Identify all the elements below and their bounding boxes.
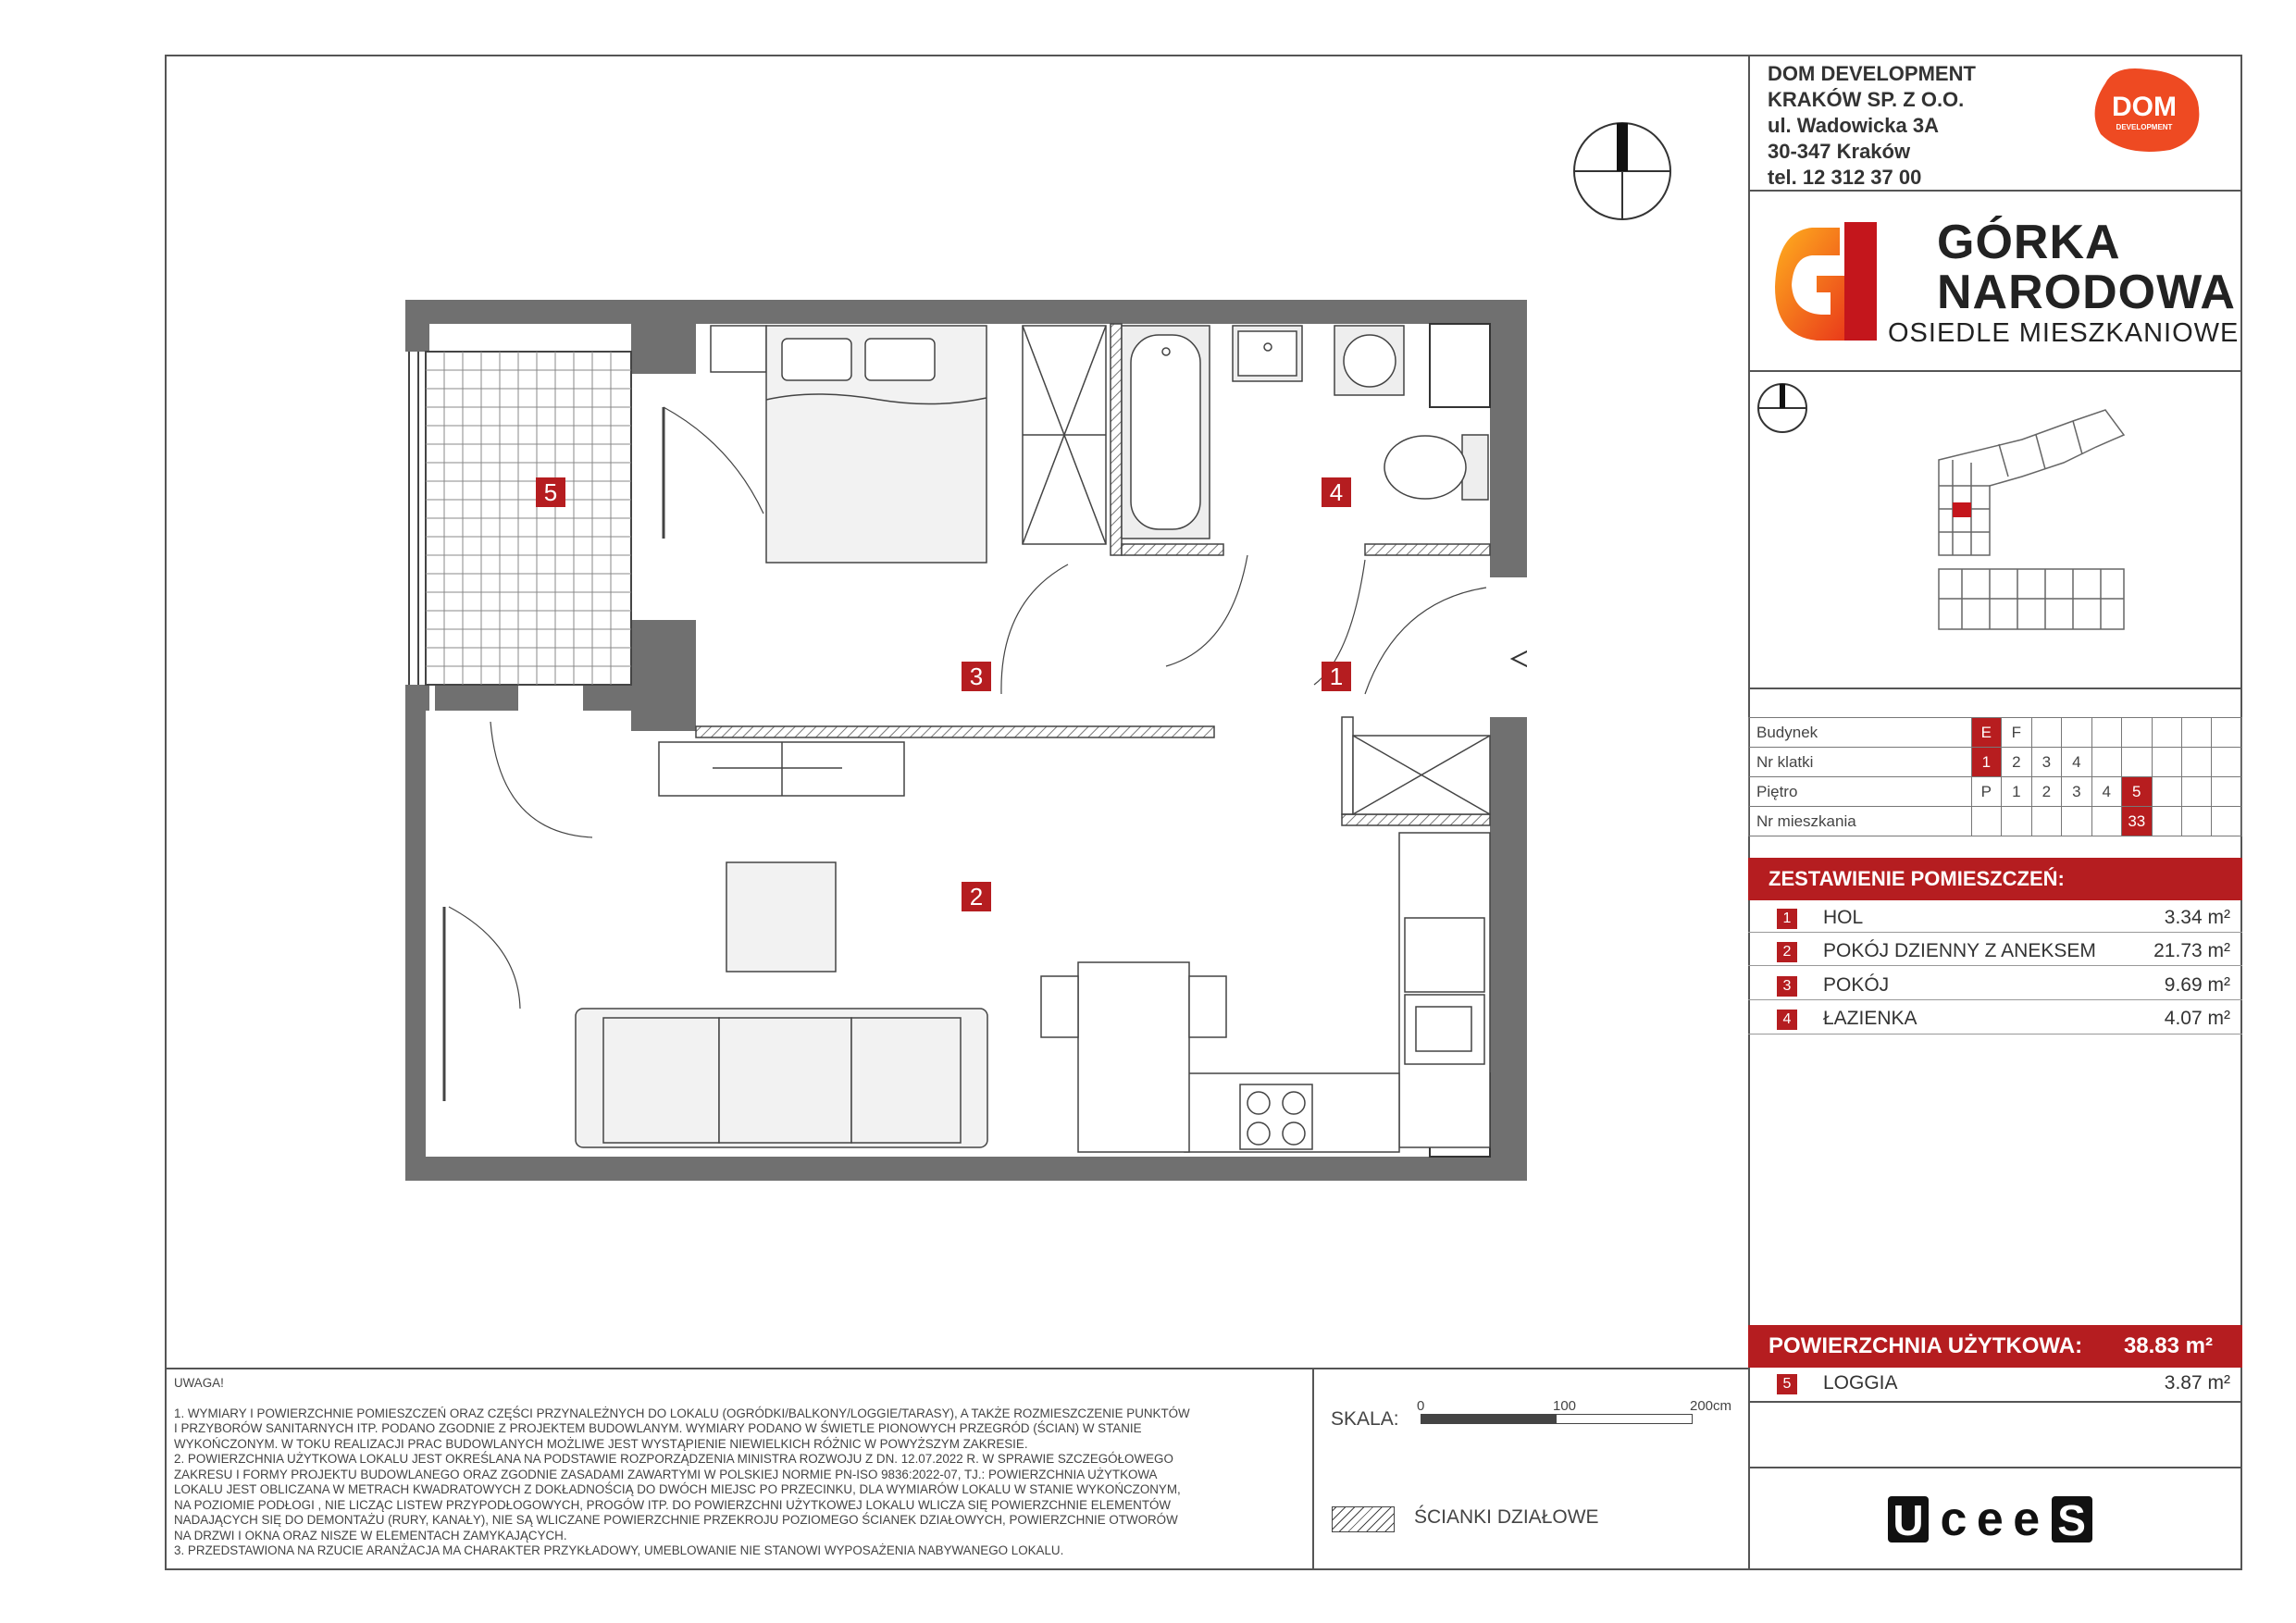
location-cell (2152, 777, 2181, 807)
location-label: Nr mieszkania (1749, 807, 1972, 836)
extra-divider-1 (1748, 1401, 2242, 1403)
location-cell: 4 (2062, 748, 2091, 777)
location-cell: E (1971, 718, 2001, 748)
project-subtitle: OSIEDLE MIESZKANIOWE (1888, 318, 2240, 348)
location-cell: F (2002, 718, 2031, 748)
location-cell (2152, 807, 2181, 836)
room-number: 2 (1777, 942, 1797, 962)
sofa (576, 1009, 987, 1147)
location-cell (2122, 718, 2152, 748)
scale-divider (1312, 1368, 1314, 1570)
notes-block (174, 1376, 1285, 1559)
notes-line: NA DRZWI I OKNA ORAZ NISZE W ELEMENTACH ZAMYKAJĄCYCH. (174, 1528, 567, 1542)
plan-label-2: 2 (962, 882, 991, 911)
location-cell (2091, 718, 2121, 748)
notes-line: ZAKRESU I FORMY PROJEKTU BUDOWLANEGO ORAZ ZGODNIE ZASADAMI ZAWARTYMI W POLSKIEJ NORMIE PN-ISO 9836:2022-07, TJ.: POWIERZCHNIA UŻYTKOWA (174, 1467, 1158, 1481)
dom-development-logo (2087, 65, 2207, 157)
location-cell (2152, 718, 2181, 748)
location-cell (2182, 807, 2212, 836)
company-line: ul. Wadowicka 3A (1768, 114, 1940, 137)
project-title-line2: NARODOWA (1937, 266, 2236, 319)
notes-line: I PRZYBORÓW SANITARNYCH ITP. PODANO ZGODNIE Z PROJEKTEM BUDOWLANYM. WYMIARY PODANO W ŚWIETLE PIONOWYCH PRZEGRÓD (ŚCIAN) W STANIE (174, 1421, 1142, 1435)
location-cell (2031, 807, 2061, 836)
location-cell: 3 (2062, 777, 2091, 807)
room-row (1777, 974, 2230, 1002)
scale-bar (1421, 1414, 1693, 1424)
location-cell (2031, 718, 2061, 748)
shaft (1353, 736, 1490, 814)
plan-label-1: 1 (1322, 662, 1351, 691)
ucees-letter: S (2052, 1496, 2092, 1542)
notes-line: 3. PRZEDSTAWIONA NA RZUCIE ARANŻACJA MA CHARAKTER PRZYKŁADOWY, UMEBLOWANIE NIE STANOWI WYPOSAŻENIA NABYWANEGO LOKALU. (174, 1543, 1064, 1557)
notes-line: 2. POWIERZCHNIA UŻYTKOWA LOKALU JEST OKREŚLANA NA PODSTAWIE ROZPORZĄDZENIA MINISTRA ROZWOJU Z DN. 12.07.2022 R. W SPRAWIE SZCZEGÓŁOWEGO (174, 1452, 1173, 1466)
notes-line: NADAJĄCYCH SIĘ DO DEMONTAŻU (RURY, KANAŁY), NIE SĄ WLICZANE POWIERZCHNIE PRZEKROJU POZIOMEGO ŚCIANEK DZIAŁOWYCH, POWIERZCHNIE OTWORÓW (174, 1513, 1178, 1527)
scale-tick-200: 200cm (1690, 1398, 1732, 1414)
location-cell (2182, 777, 2212, 807)
plan-label-3: 3 (962, 662, 991, 691)
location-row-pietro (1749, 777, 2242, 807)
room-row (1777, 940, 2230, 968)
location-label: Piętro (1749, 777, 1972, 807)
location-row-mieszkanie (1749, 807, 2242, 836)
notes-line: LOKALU JEST OBLICZANA W METRACH KWADRATOWYCH Z DOKŁADNOŚCIĄ DO DWÓCH MIEJSC PO PRZECINKU, DLA WYMIARÓW LOKALU W STANIE WYKOŃCZONYM, (174, 1482, 1181, 1496)
location-cell (1971, 807, 2001, 836)
location-cell: 3 (2031, 748, 2061, 777)
location-cell: 1 (1971, 748, 2001, 777)
dom-logo-subtext: DEVELOPMENT (2116, 123, 2173, 131)
project-title-line1: GÓRKA (1937, 216, 2121, 269)
room-name: HOL (1823, 907, 1864, 928)
compass-icon (1571, 120, 1673, 227)
rooms-row-line (1748, 999, 2242, 1000)
location-cell (2062, 718, 2091, 748)
room-area: 9.69 m² (2164, 974, 2230, 996)
tv-cabinet (659, 742, 904, 796)
location-cell: 4 (2091, 777, 2121, 807)
location-cell (2212, 777, 2242, 807)
keyplan-divider (1748, 688, 2242, 689)
room-area: 21.73 m² (2153, 940, 2230, 961)
ucees-logo (1888, 1492, 2092, 1546)
rooms-row-line (1748, 1034, 2242, 1035)
room-number: 1 (1777, 909, 1797, 929)
rooms-header-text: ZESTAWIENIE POMIESZCZEŃ: (1769, 867, 2065, 890)
location-cell (2212, 748, 2242, 777)
room-number: 3 (1777, 976, 1797, 997)
location-cell (2182, 748, 2212, 777)
floor-plan (398, 296, 1527, 1184)
extra-room-row (1777, 1372, 2230, 1400)
room-row (1777, 907, 2230, 935)
location-cell: P (1971, 777, 2001, 807)
room-name: LOGGIA (1823, 1372, 1898, 1394)
location-cell: 1 (2002, 777, 2031, 807)
coffee-table (726, 862, 836, 972)
location-label: Budynek (1749, 718, 1972, 748)
rooms-row-line (1748, 932, 2242, 933)
notes-line: NA POZIOMIE PODŁOGI , NIE LICZĄC LISTEW PRZYPODŁOGOWYCH, PROGÓW ITP. DO POWIERZCHNI UŻYTKOWEJ LOKALU WLICZA SIĘ POWIERZCHNIE ELEMENTÓW (174, 1497, 1172, 1512)
dom-logo-text: DOM (2112, 92, 2177, 122)
location-row-budynek (1749, 718, 2242, 748)
location-row-klatka (1749, 748, 2242, 777)
wardrobe (1023, 326, 1106, 544)
location-cell (2122, 748, 2152, 777)
company-line: DOM DEVELOPMENT (1768, 62, 1976, 85)
location-cell (2091, 748, 2121, 777)
notes-title: UWAGA! (174, 1376, 224, 1390)
scale-tick-100: 100 (1553, 1398, 1577, 1414)
keyplan-compass-icon (1756, 382, 1808, 439)
ucees-letter: c (1940, 1493, 1967, 1546)
location-table (1748, 717, 2242, 836)
ucees-letter: e (1976, 1493, 2004, 1546)
location-cell (2091, 807, 2121, 836)
room-area: 4.07 m² (2164, 1008, 2230, 1029)
location-label: Nr klatki (1749, 748, 1972, 777)
company-line: tel. 12 312 37 00 (1768, 166, 1922, 189)
room-name: ŁAZIENKA (1823, 1008, 1917, 1029)
legend-label: ŚCIANKI DZIAŁOWE (1414, 1506, 1599, 1528)
rooms-row-line (1748, 965, 2242, 966)
location-cell (2152, 748, 2181, 777)
plan-label-4: 4 (1322, 477, 1351, 507)
total-area-label: POWIERZCHNIA UŻYTKOWA: (1769, 1333, 2083, 1358)
scale-label: SKALA: (1331, 1408, 1399, 1430)
location-cell: 5 (2122, 777, 2152, 807)
room-number: 5 (1777, 1374, 1797, 1394)
project-divider (1748, 370, 2242, 372)
gorka-logo-mark (1775, 220, 1886, 350)
room-area: 3.34 m² (2164, 907, 2230, 928)
loggia-tiles (409, 352, 631, 685)
total-area-value: 38.83 m² (2123, 1333, 2213, 1358)
partition-wall-swatch (1332, 1506, 1395, 1532)
rooms-header (1748, 858, 2242, 900)
entrance-arrow-icon (1512, 646, 1527, 672)
company-line: KRAKÓW SP. Z O.O. (1768, 88, 1965, 111)
room-area: 3.87 m² (2164, 1372, 2230, 1394)
total-area-bar (1748, 1325, 2242, 1368)
location-cell: 2 (2031, 777, 2061, 807)
location-cell (2002, 807, 2031, 836)
ucees-letter: e (2013, 1493, 2041, 1546)
room-row (1777, 1008, 2230, 1035)
room-name: POKÓJ (1823, 974, 1890, 996)
location-cell: 33 (2122, 807, 2152, 836)
company-address (1768, 61, 1976, 191)
room-number: 4 (1777, 1010, 1797, 1030)
location-cell: 2 (2002, 748, 2031, 777)
notes-line: 1. WYMIARY I POWIERZCHNIE POMIESZCZEŃ ORAZ CZĘŚCI PRZYNALEŻNYCH DO LOKALU (OGRÓDKI/BALKONY/LOGGIE/TARASY), A TAKŻE ROZMIESZCZENIE PUNKTÓW (174, 1406, 1190, 1420)
project-title (1937, 216, 2236, 319)
ucees-letter: U (1888, 1496, 1929, 1542)
company-line: 30-347 Kraków (1768, 140, 1911, 163)
location-cell (2212, 718, 2242, 748)
location-cell (2062, 807, 2091, 836)
building-keyplan (1934, 393, 2128, 643)
notes-line: WYKOŃCZONYM. W TOKU REALIZACJI PRAC BUDOWLANYCH MOŻLIWE JEST WYSTĄPIENIE NIEWIELKICH RÓŻNIC W POWYŻSZYM ZAKRESIE. (174, 1436, 1028, 1451)
location-cell (2182, 718, 2212, 748)
plan-label-5: 5 (536, 477, 565, 507)
scale-tick-0: 0 (1417, 1398, 1425, 1414)
notes-divider (165, 1368, 1749, 1369)
room-name: POKÓJ DZIENNY Z ANEKSEM (1823, 940, 2096, 961)
extra-divider-2 (1748, 1467, 2242, 1468)
location-cell (2212, 807, 2242, 836)
